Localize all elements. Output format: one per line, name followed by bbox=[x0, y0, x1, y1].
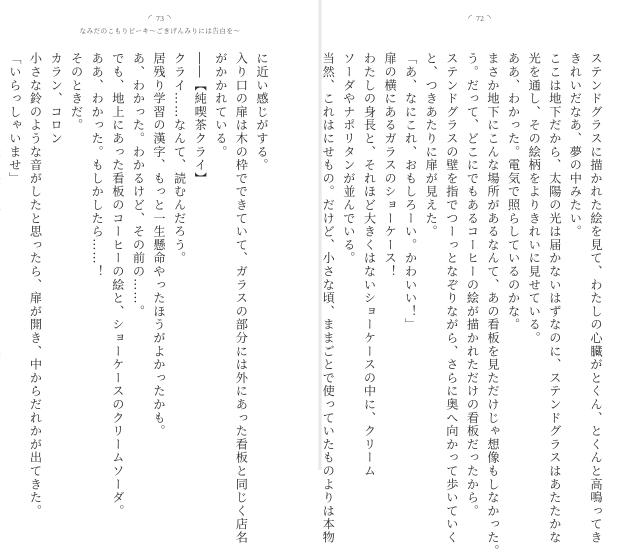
text-line: まさか地下にこんな場所があるなんて、あの看板を見ただけじゃ想像もしなかった。 bbox=[486, 52, 501, 557]
left-page bbox=[0, 0, 320, 545]
right-page bbox=[320, 0, 640, 557]
text-line: そのときだ。 bbox=[69, 52, 84, 132]
page-ornament: ◜ 72 ◝ bbox=[468, 14, 492, 24]
text-line: ああ、わかった。もしかしたら……！ bbox=[90, 52, 105, 279]
text-line: ソーダやナポリタンが並んでいる。 bbox=[341, 52, 356, 265]
running-title: なみだのこもりピーキ〜ごきげんみりには告白を〜 bbox=[79, 27, 241, 35]
text-line: ステンドグラスの壁を指でつーっとなぞりながら、さらに奥へ向かって歩いていく bbox=[444, 52, 459, 545]
left-page-text bbox=[0, 52, 272, 545]
text-line: カラン、コロン bbox=[49, 52, 64, 146]
text-line: 入り口の扉は木の枠でできていて、ガラスの部分には外にあった看板と同じく店名 bbox=[234, 52, 249, 545]
text-line: に近い感じがする。 bbox=[255, 52, 269, 172]
left-page-header bbox=[0, 14, 320, 35]
text-line: でも、地上にあった看板のコーヒーの絵と、ショーケースのクリームソーダ。 bbox=[110, 52, 125, 518]
text-line: 当然、これはにせもの。だけど、小さな頃、ままごとで使っていたものよりは本物 bbox=[321, 52, 336, 545]
text-line: ――【純喫茶クライ】 bbox=[193, 52, 208, 185]
text-line: ここは地下だから、太陽の光は届かないはずなのに、ステンドグラスはあたたかな bbox=[547, 52, 562, 545]
text-line: ステンドグラスに描かれた絵を見て、わたしの心臓がとくん、とくんと高鳴ってき bbox=[589, 52, 603, 545]
text-line: 「あ、なにこれ、おもしろーい。かわいい！」 bbox=[403, 52, 418, 332]
text-line bbox=[0, 52, 4, 452]
page-number: 72 bbox=[475, 15, 485, 23]
right-page-text bbox=[318, 52, 606, 557]
text-line: 光を通し、その絵柄をよりきれいに見せている。 bbox=[527, 52, 542, 345]
text-line: 扉の横にあるガラスのショーケース！ bbox=[383, 52, 398, 279]
text-line: と、つきあたりに扉が見えた。 bbox=[424, 52, 439, 239]
right-page-header bbox=[320, 14, 640, 24]
page-number: 73 bbox=[155, 15, 165, 23]
text-line: う。だって、どこにでもあるコーヒーの絵が描かれただけの看板だったから。 bbox=[465, 52, 480, 518]
text-line: きれいだなあ、夢の中みたい。 bbox=[568, 52, 583, 239]
text-line: がかかれている。 bbox=[213, 52, 228, 159]
text-line: 居残り学習の漢字、もっと一生懸命やったほうがよかったかも。 bbox=[152, 52, 167, 438]
text-line: ああ、わかった。電気で照らしているのかな。 bbox=[506, 52, 521, 332]
page-ornament: ◜ 73 ◝ bbox=[148, 14, 172, 24]
text-line: 小さな鈴のような音がしたと思ったら、扉が開き、中からだれかが出てきた。 bbox=[28, 52, 43, 518]
text-line: あ、わかった。わかるけど、その前の……。 bbox=[131, 52, 146, 318]
text-line: 「いらっしゃいませ」 bbox=[7, 52, 22, 185]
text-line: わたしの身長と、それほど大きくはないショーケースの中に、クリーム bbox=[362, 52, 377, 478]
text-line: クライ……なんて、読むんだろう。 bbox=[172, 52, 187, 265]
